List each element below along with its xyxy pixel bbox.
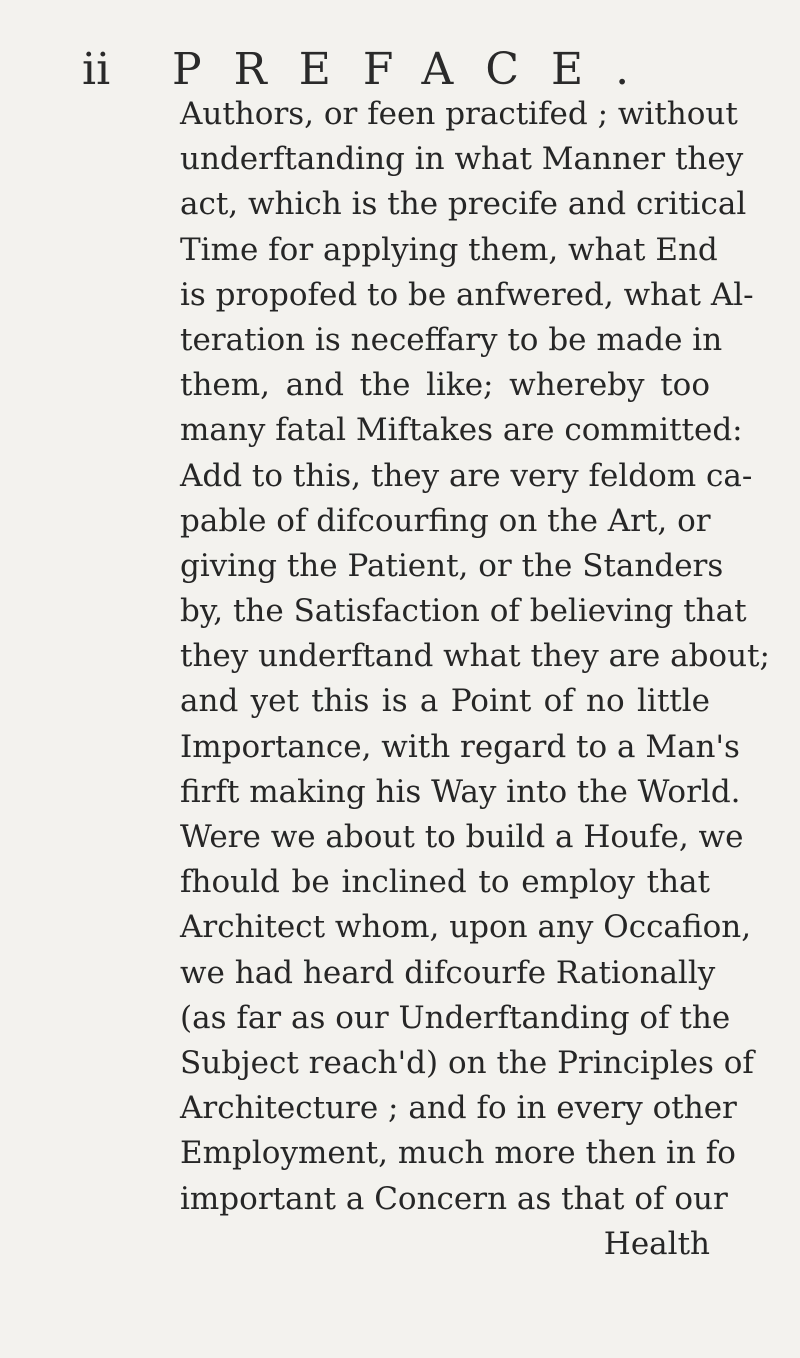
text-line: Architecture ; and fo in every other [180, 1090, 737, 1127]
body-text [180, 92, 770, 1267]
text-line: fhould be inclined to employ that [180, 864, 710, 901]
text-line: by, the Satisfaction of believing that [180, 593, 747, 630]
text-line: many fatal Miftakes are committed: [180, 412, 743, 449]
text-line: Employment, much more then in fo [180, 1135, 736, 1172]
text-line: pable of difcourfing on the Art, or [180, 502, 711, 539]
text-line: Importance, with regard to a Man's [180, 728, 740, 765]
text-line: important a Concern as that of our [180, 1180, 728, 1217]
text-line: and yet this is a Point of no little [180, 683, 710, 720]
page-title: PREFACE. [172, 44, 662, 95]
text-line: Authors, or feen practifed ; without [180, 96, 738, 132]
text-line: underftanding in what Manner they [180, 141, 744, 178]
text-line: giving the Patient, or the Standers [180, 547, 724, 584]
text-line: them, and the like; whereby too [180, 367, 710, 404]
text-line: Architect whom, upon any Occafion, [180, 909, 752, 946]
text-line: Subject reach'd) on the Principles of [180, 1044, 754, 1081]
text-line: teration is neceffary to be made in [180, 321, 723, 358]
text-line: we had heard difcourfe Rationally [180, 954, 716, 991]
catchword: Health [603, 1225, 710, 1262]
text-line: (as far as our Underftanding of the [180, 999, 731, 1036]
text-line: firft making his Way into the World. [180, 773, 741, 810]
page-number: ii [82, 44, 111, 95]
text-line: Time for applying them, what End [180, 231, 718, 268]
text-line: is propofed to be anfwered, what Al- [180, 276, 754, 313]
running-head [82, 40, 742, 100]
text-line: act, which is the precife and critical [180, 186, 747, 223]
text-line: they underftand what they are about; [180, 638, 770, 675]
text-line: Add to this, they are very feldom ca- [180, 457, 753, 494]
text-line: Were we about to build a Houfe, we [180, 819, 744, 855]
